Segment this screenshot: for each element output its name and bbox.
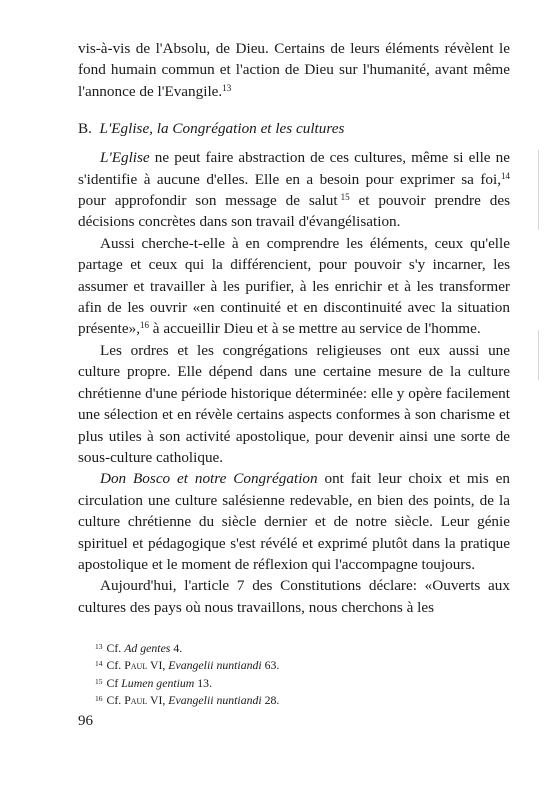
footnotes <box>95 639 495 708</box>
paragraph-text: Aussi cherche-t-elle à en comprendre les éléments, ceux qu'elle partage et ceux qui la différencient, pour pouvoir s'y incarner, les assumer et travailler à les purifier, à les enrichir et à les transformer afin de les ouvrir «en continuité et en discontinuité avec la situation présente», <box>78 234 510 338</box>
section-heading <box>78 119 510 139</box>
footnote-ref[interactable]: 15 <box>340 192 350 203</box>
intro-paragraph <box>78 38 510 102</box>
paragraph-text: Aujourd'hui, l'article 7 des Constitutions déclare: «Ouverts aux cultures des pays où nous travaillons, nous cherchons à les <box>78 577 510 616</box>
paragraph-text: et pouvoir prendre des décisions concrètes dans son travail d'évangélisation. <box>78 192 510 231</box>
footnote-ref-text: 4. <box>170 641 183 655</box>
paragraph-text: vis-à-vis de l'Absolu, de Dieu. Certains de leurs éléments révèlent le fond humain commun et l'action de Dieu sur l'humanité, avant même l'annonce de l'Evangile. <box>78 40 510 100</box>
footnote-title: Ad gentes <box>124 641 171 655</box>
paragraph-text: ne peut faire abstraction de ces cultures, même si elle ne s'identifie à aucune d'elles. Elle en a besoin pour exprimer sa foi, <box>78 149 510 188</box>
footnote <box>95 639 495 656</box>
footnote-title: Evangelii nuntiandi <box>168 692 262 707</box>
footnote-author: Paul VI <box>124 692 163 707</box>
footnote-title: Lumen gentium <box>121 675 195 690</box>
footnote <box>95 674 495 691</box>
footnote: $^{16}$ Cf. Paul VI, Evangelii nuntiandi 28. <box>95 692 280 707</box>
footnote-number: 13 <box>95 642 103 651</box>
footnote-number: 15 <box>95 676 103 686</box>
footnote-ref-text: 63. <box>261 658 280 673</box>
paragraph-text: Les ordres et les congrégations religieuses ont eux aussi une culture propre. Elle dépend dans une certaine mesure de la culture chrétienne d'une période historique déterminée: elle y opère facilement une sélection et en révèle certains aspects conformes à son charisme et plus utiles à son activité apostolique, pour devenir ainsi une sorte de sous-culture catholique. <box>78 341 510 466</box>
footnote-ref-text: 13. <box>194 675 213 690</box>
footnote-author: Paul VI <box>124 658 163 673</box>
scan-edge-shadow <box>538 330 539 380</box>
footnote-prefix: Cf. <box>106 658 125 673</box>
footnote-ref[interactable]: 14 <box>501 170 510 181</box>
main-text <box>78 38 510 618</box>
footnote-prefix: Cf. <box>106 692 125 707</box>
footnote-number: 14 <box>95 659 103 669</box>
paragraph-lead: L'Eglise <box>100 149 150 167</box>
section-title: L'Eglise, la Congrégation et les cultures <box>99 120 345 138</box>
scan-edge-shadow <box>538 150 539 230</box>
paragraph-lead: Don Bosco et notre Congrégation <box>100 470 318 488</box>
footnote-prefix: Cf. <box>106 641 125 655</box>
section-label: B. <box>78 120 92 138</box>
paragraph-today <box>78 575 510 618</box>
footnote-prefix: Cf <box>106 675 122 690</box>
footnote-title: Evangelii nuntiandi <box>168 658 262 673</box>
paragraph-church <box>78 147 510 233</box>
page-number: 96 <box>78 713 93 729</box>
footnote-ref[interactable]: 16 <box>140 320 149 331</box>
footnote-ref-text: 28. <box>261 692 280 707</box>
paragraph-text: pour approfondir son message de salut <box>78 192 338 210</box>
paragraph-orders <box>78 340 510 468</box>
paragraph-text: ont fait leur choix et mis en circulation une culture salésienne redevable, en bien des points, de la culture chrétienne du siècle dernier et de notre siècle. Leur génie spirituel et pédagogique s'est révélé et exprimé plutôt dans la pratique apostolique et le moment de réflexion qui l'accompagne toujours. <box>78 470 510 573</box>
paragraph-text: à accueillir Dieu et à se mettre au service de l'homme. <box>149 320 481 338</box>
footnote: $^{14}$ Cf. Paul VI, Evangelii nuntiandi 63. <box>95 658 280 673</box>
paragraph-seek <box>78 233 510 340</box>
footnote-number: 16 <box>95 693 103 703</box>
paragraph-donbosco <box>78 468 510 575</box>
footnote-ref[interactable]: 13 <box>222 82 232 93</box>
